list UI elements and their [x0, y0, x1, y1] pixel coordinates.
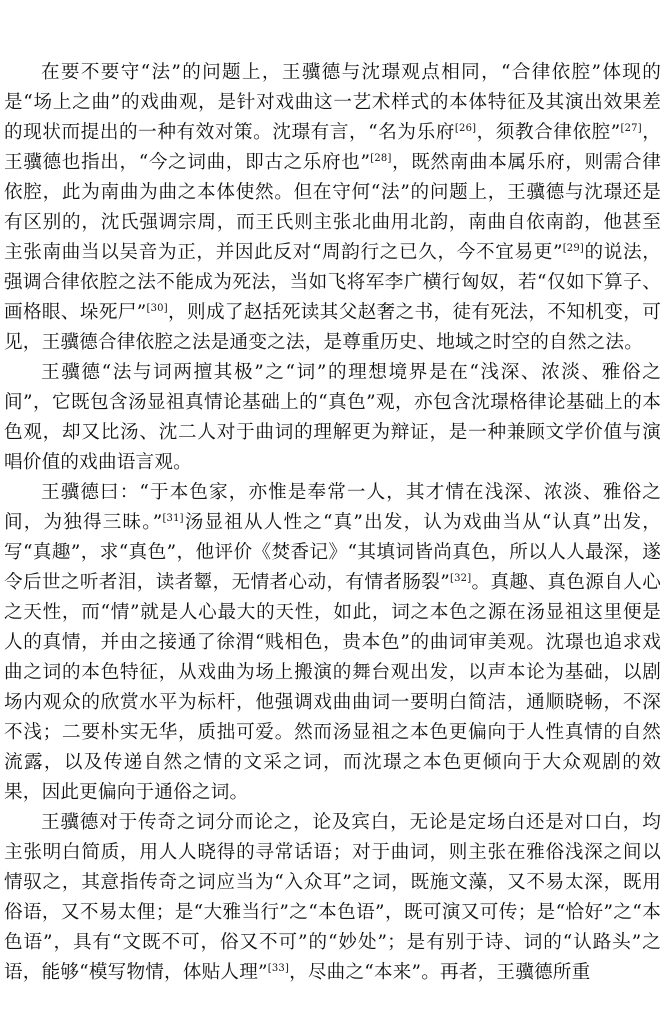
footnote-ref: [28] — [370, 152, 392, 164]
text-run: ，则成了赵括死读其父赵奢之书，徒有死法，不知机变，可见，王骥德合律依腔之法是通变之法，是尊重历史、地域之时空的自然之法。 — [4, 302, 662, 353]
footnote-ref: [30] — [146, 302, 168, 314]
footnote-ref: [27] — [620, 122, 642, 134]
text-run: 汤显祖从人性之“真”出发，认为戏曲当从“认真”出发，写“真趣”，求“真色”，他评价《焚香记》“其填词皆尚真色，所以人人最深，遂令后世之听者泪，读者颦，无情者心动，有情者肠裂” — [4, 512, 661, 593]
text-run: 王骥德对于传奇之词分而论之，论及宾白，无论是定场白还是对口白，均主张明白简质，用人人晓得的寻常话语；对于曲词，则主张在雅俗浅深之间以情驭之，其意指传奇之词应当为“入众耳”之词，既施文藻，又不易太深，既用俗语，又不易太俚；是“大雅当行”之“本色语”，既可演又可传；是“恰好”之“本色语”，具有“文既不可，俗又不可”的“妙处”；是有别于诗、词的“认路头”之语，能够“模写物情，体贴人理” — [4, 812, 661, 983]
paragraph-3 — [4, 478, 661, 808]
text-run: 。真趣、真色源自人心之天性，而“情”就是人心最大的天性，如此，词之本色之源在汤显祖这里便是人的真情，并由之接通了徐渭“贱相色，贵本色”的曲词审美观。沈璟也追求戏曲之词的本色特征，从戏曲为场上搬演的舞台观出发，以声本论为基础，以剧场内观众的欣赏水平为标杆，他强调戏曲曲词一要明白简洁，通顺晓畅，不深不浅；二要朴实无华，质拙可爱。然而汤显祖之本色更偏向于人性真情的自然流露，以及传递自然之情的文采之词，而沈璟之本色更倾向于大众观剧的效果，因此更偏向于通俗之词。 — [4, 572, 661, 803]
text-run: ，王骥德也指出，“今之词曲，即古之乐府也” — [4, 122, 661, 173]
paragraph-2 — [4, 358, 661, 478]
paragraph-1 — [4, 58, 661, 358]
footnote-ref: [29] — [562, 242, 585, 254]
text-run: ，尽曲之“本来”。再者，王骥德所重 — [289, 962, 591, 983]
footnote-ref: [32] — [449, 572, 472, 584]
text-run: ，既然南曲本属乐府，则需合律依腔，此为南曲为曲之本体使然。但在守何“法”的问题上，王骥德与沈璟还是有区别的，沈氏强调宗周，而王氏则主张北曲用北韵，南曲自依南韵，他甚至主张南曲当以吴音为正，并因此反对“周韵行之已久，今不宜易更” — [4, 152, 661, 263]
text-run: 在要不要守“法”的问题上，王骥德与沈璟观点相同，“合律依腔”体现的是“场上之曲”的戏曲观，是针对戏曲这一艺术样式的本体特征及其演出效果差的现状而提出的一种有效对策。沈璟有言，“名为乐府 — [4, 62, 661, 143]
text-run: 王骥德“法与词两擅其极”之“词”的理想境界是在“浅深、浓淡、雅俗之间”，它既包含汤显祖真情论基础上的“真色”观，亦包含沈璟格律论基础上的本色观，却又比汤、沈二人对于曲词的理解更为辩证，是一种兼顾文学价值与演唱价值的戏曲语言观。 — [4, 362, 661, 473]
text-run: ，须教合律依腔” — [476, 122, 621, 143]
footnote-ref: [33] — [267, 962, 290, 974]
text-run: 王骥德曰：“于本色家，亦惟是奉常一人，其才情在浅深、浓淡、雅俗之间，为独得三昧。” — [4, 482, 661, 533]
text-run: 的说法，强调合律依腔之法不能成为死法，当如飞将军李广横行匈奴，若“仅如下算子、画格眼、垛死尸” — [4, 242, 661, 323]
footnote-ref: [26] — [454, 122, 477, 134]
paragraph-4 — [4, 808, 661, 988]
footnote-ref: [31] — [162, 512, 184, 524]
